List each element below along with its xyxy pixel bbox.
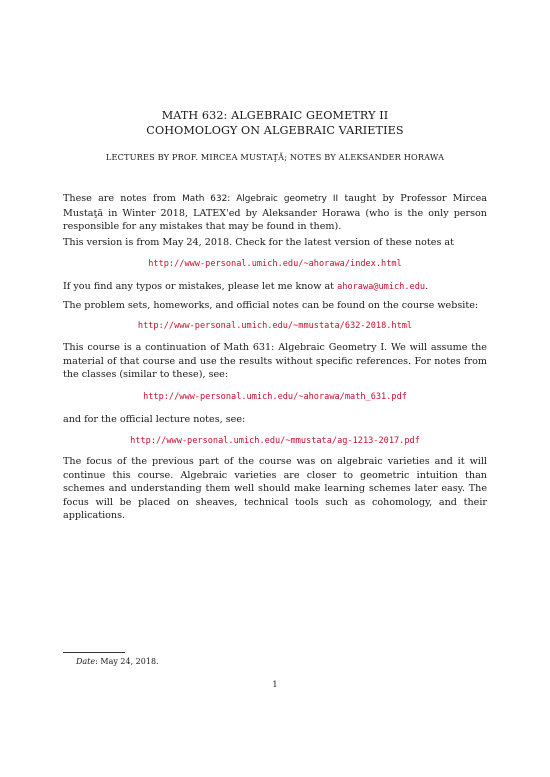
date-footnote <box>76 657 159 666</box>
typos-end: . <box>425 281 429 292</box>
page-number: 1 <box>272 680 278 690</box>
intro-text-a: These are notes from <box>63 193 183 204</box>
math631-notes-link[interactable]: http://www-personal.umich.edu/~ahorawa/math_631.pdf <box>143 392 407 402</box>
title-line-1: MATH 632: ALGEBRAIC GEOMETRY II <box>161 109 389 122</box>
notes-url-link[interactable]: http://www-personal.umich.edu/~ahorawa/index.html <box>148 259 402 269</box>
continuation-paragraph: This course is a continuation of Math 631: Algebraic Geometry I. We will assume the material of that course and use the results without specific references. For notes from the classes (similar to these), see: <box>63 342 487 380</box>
title-line-2: COHOMOLOGY ON ALGEBRAIC VARIETIES <box>146 124 404 137</box>
version-paragraph: This version is from May 24, 2018. Check for the latest version of these notes at <box>63 237 454 248</box>
typos-text: If you find any typos or mistakes, please let me know at <box>63 281 338 292</box>
footnote-rule <box>63 652 125 653</box>
official-notes-link[interactable]: http://www-personal.umich.edu/~mmustata/ag-1213-2017.pdf <box>130 436 420 446</box>
typos-paragraph <box>63 280 487 295</box>
official-notes-paragraph: and for the official lecture notes, see: <box>63 414 246 425</box>
intro-paragraph <box>63 192 487 234</box>
course-website-link[interactable]: http://www-personal.umich.edu/~mmustata/632-2018.html <box>137 321 413 331</box>
authors-line: LECTURES BY PROF. MIRCEA MUSTAŢĂ; NOTES BY ALEKSANDER HORAWA <box>105 152 445 162</box>
footnote-text: : May 24, 2018. <box>95 657 159 666</box>
course-website-paragraph: The problem sets, homeworks, and official notes can be found on the course website: <box>63 300 479 311</box>
intro-text-b: taught by Professor Mircea Mustaţă in Winter 2018, LATEX'ed by Aleksander Horawa (who is the only person responsible for any mistakes that may be found in them). <box>63 193 487 232</box>
focus-paragraph: The focus of the previous part of the course was on algebraic varieties and it will continue this course. Algebraic varieties are closer to geometric intuition than schemes and understanding them well should make learning schemes later easy. The focus will be placed on sheaves, technical tools such as cohomology, and their applications. <box>63 456 487 521</box>
email-link[interactable]: ahorawa@umich.edu <box>337 282 426 292</box>
course-name: Math 632: Algebraic geometry II <box>182 194 339 204</box>
footnote-label: Date <box>76 657 96 666</box>
